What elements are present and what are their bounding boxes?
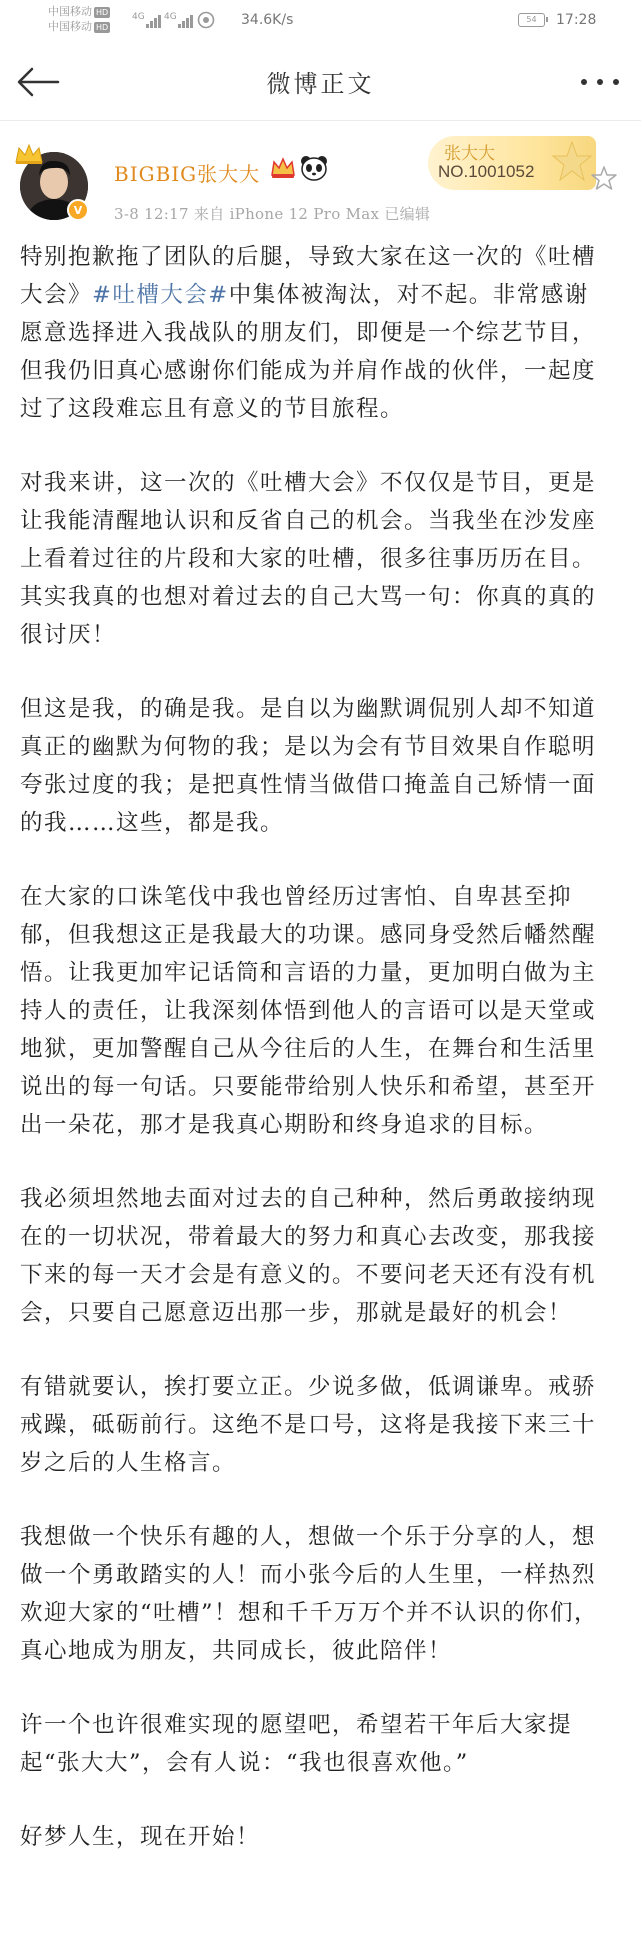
panda-icon[interactable]: [300, 155, 328, 181]
paragraph-6: 有错就要认，挨打要立正。少说多做，低调谦卑。戒骄戒躁，砥砺前行。这绝不是口号，这将是我接下来三十岁之后的人生格言。: [20, 1374, 597, 1476]
star-badge-icon: [552, 140, 592, 184]
clock: 17:28: [556, 12, 597, 28]
author-header: [0, 120, 641, 238]
post-meta: 3-8 12:17 来自 iPhone 12 Pro Max 已编辑: [114, 205, 431, 223]
crown-icon: [14, 142, 44, 166]
avatar[interactable]: [20, 152, 88, 220]
signal-type-2: 4G: [164, 12, 177, 22]
battery-icon: 54: [518, 13, 545, 27]
carrier-1: 中国移动 HD: [48, 5, 109, 18]
svg-text:V: V: [73, 204, 83, 217]
post-body: [20, 238, 612, 1892]
paragraph-9: 好梦人生，现在开始！: [20, 1824, 261, 1850]
fan-card-number: NO.1001052: [438, 162, 535, 181]
paragraph-7: 我想做一个快乐有趣的人，想做一个乐于分享的人，想做一个勇敢踏实的人！而小张今后的人生里，一样热烈欢迎大家的“吐槽”！想和千千万万个并不认识的你们，真心地成为朋友，共同成长，彼此陪伴！: [20, 1524, 599, 1664]
verified-badge-icon: [67, 199, 89, 221]
paragraph-3: 但这是我，的确是我。是自以为幽默调侃别人却不知道真正的幽默为何物的我；是以为会有节目效果自作聪明夸张过度的我；是把真性情当做借口掩盖自己矫情一面的我……这些，都是我。: [20, 696, 597, 836]
network-speed: 34.6K/s: [241, 12, 294, 28]
paragraph-2: 对我来讲，这一次的《吐槽大会》不仅仅是节目，更是让我能清醒地认识和反省自己的机会。当我坐在沙发座上看着过往的片段和大家的吐槽，很多往事历历在目。其实我真的也想对着过去的自己大骂一句：你真的真的很讨厌！: [20, 470, 597, 648]
nav-bar: [0, 44, 641, 121]
page-title: 微博正文: [266, 70, 375, 98]
paragraph-4: 在大家的口诛笔伐中我也曾经历过害怕、自卑甚至抑郁，但我想这正是我最大的功课。感同身受然后幡然醒悟。让我更加牢记话筒和言语的力量，更加明白做为主持人的责任，让我深刻体悟到他人的言语可以是天堂或地狱，更加警醒自己从今往后的人生，在舞台和生活里说出的每一句话。只要能带给别人快乐和希望，甚至开出一朵花，那才是我真心期盼和终身追求的目标。: [20, 884, 597, 1138]
fan-card[interactable]: [428, 136, 596, 190]
member-crown-icon[interactable]: [270, 156, 296, 180]
paragraph-8: 许一个也许很难实现的愿望吧，希望若干年后大家提起“张大大”，会有人说：“我也很喜欢他。”: [20, 1712, 573, 1776]
carrier-2: 中国移动 HD: [48, 20, 109, 33]
author-name[interactable]: BIGBIG张大大: [114, 162, 261, 186]
hd-badge: HD: [96, 8, 109, 17]
signal-type-1: 4G: [132, 12, 145, 22]
fan-card-name: 张大大: [444, 144, 495, 164]
favorite-star-icon[interactable]: [590, 164, 618, 192]
wifi-icon: [197, 11, 215, 29]
hashtag-link[interactable]: #吐槽大会#: [92, 282, 229, 308]
hd-badge: HD: [96, 23, 109, 32]
paragraph-1: 特别抱歉拖了团队的后腿，导致大家在这一次的《吐槽大会》#吐槽大会#中集体被淘汰，对不起。非常感谢愿意选择进入我战队的朋友们，即便是一个综艺节目，但我仍旧真心感谢你们能成为并肩作战的伙伴，一起度过了这段难忘且有意义的节目旅程。: [20, 244, 597, 422]
status-bar: [0, 0, 641, 44]
more-dots-icon[interactable]: [576, 69, 624, 95]
paragraph-5: 我必须坦然地去面对过去的自己种种，然后勇敢接纳现在的一切状况，带着最大的努力和真心去改变，那我接下来的每一天才会是有意义的。不要问老天还有没有机会，只要自己愿意迈出那一步，那就是最好的机会！: [20, 1186, 597, 1326]
